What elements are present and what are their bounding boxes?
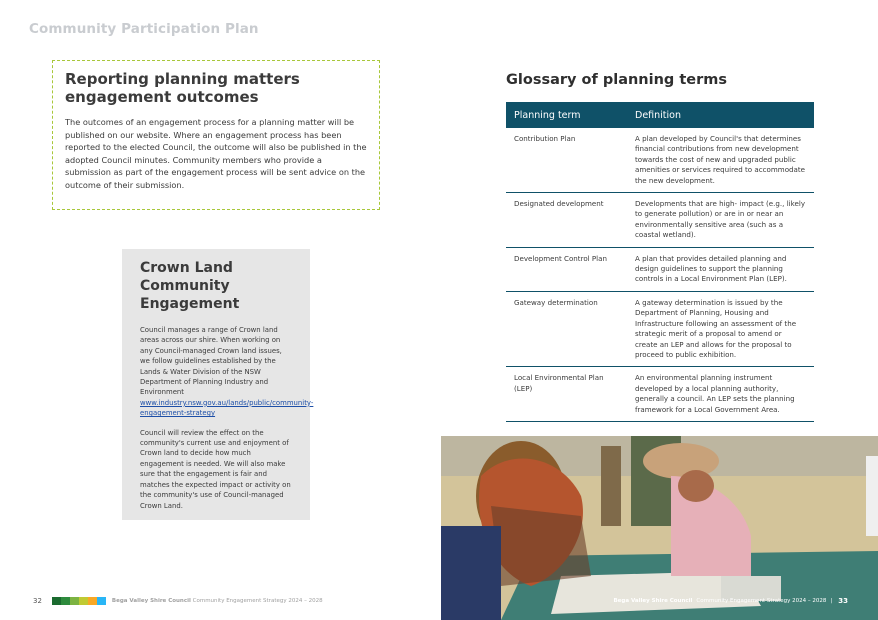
term-cell: Designated development <box>506 193 627 248</box>
crown-land-paragraph-2: Council will review the effect on the community's current use and enjoyment of Crown land to decide how much engagement is needed. We will also make sure that the engagement is fair and matches the expected impact or activity on the community's use of Council-managed Crown Land. <box>140 428 291 510</box>
definition-cell: A gateway determination is issued by the Department of Planning, Housing and Infrastructure following an assessment of the strategic merit of a proposal to amend or create an LEP and allows for the proposal to proceed to public exhibition. <box>627 291 814 366</box>
column-header-definition: Definition <box>627 102 814 128</box>
table-row <box>506 128 814 193</box>
term-cell: Gateway determination <box>506 291 627 366</box>
definition-cell: A plan developed by Council's that determines financial contributions from new development towards the cost of new and upgraded public amenities or services required to accommodate the new development. <box>627 128 814 193</box>
term-cell: Development Control Plan <box>506 247 627 291</box>
term-cell: Local Environmental Plan (LEP) <box>506 367 627 422</box>
footer-council-name: Bega Valley Shire Council <box>111 598 191 604</box>
outcomes-heading: Reporting planning matters engagement outcomes <box>65 70 300 106</box>
definition-cell: A plan that provides detailed planning and design guidelines to support the planning controls in a Local Environment Plan (LEP). <box>627 247 814 291</box>
table-row <box>506 193 814 248</box>
footer-text-left <box>112 598 323 604</box>
footer-right <box>613 597 848 605</box>
color-swatch <box>88 597 97 605</box>
document-title: Community Participation Plan <box>29 21 259 37</box>
brand-color-bar <box>52 597 106 605</box>
community-consultation-photo <box>441 436 878 620</box>
color-swatch <box>61 597 70 605</box>
table-row <box>506 247 814 291</box>
crown-land-paragraph-1 <box>140 325 314 419</box>
crown-land-text: Council manages a range of Crown land areas across our shire. When working on any Council-managed Crown land issues, we follow guidelines established by the Lands & Water Division of the NSW Department of Planning Industry and Environment <box>140 326 282 397</box>
color-swatch <box>97 597 106 605</box>
crown-land-heading: Crown Land Community Engagement <box>140 260 240 312</box>
outcomes-body: The outcomes of an engagement process for a planning matter will be published on our website. Where an engagement process has been reported to the elected Council, the outcome will also be published in the adopted Council minutes. Community members who provide a submission as part of the engagement process will be sent advice on the outcome of their submission. <box>65 117 367 190</box>
column-header-term: Planning term <box>506 102 627 128</box>
page-number-right: 33 <box>838 597 848 605</box>
table-row <box>506 291 814 366</box>
color-swatch <box>79 597 88 605</box>
glossary-header-row <box>506 102 814 128</box>
footer-separator: | <box>830 598 833 604</box>
glossary-table <box>506 102 814 422</box>
term-cell: Contribution Plan <box>506 128 627 193</box>
photo-illustration <box>441 436 878 620</box>
crown-land-link[interactable]: www.industry.nsw.gov.au/lands/public/community-engagement-strategy <box>140 398 314 418</box>
table-row <box>506 367 814 422</box>
outcomes-callout <box>52 60 380 210</box>
definition-cell: An environmental planning instrument developed by a local planning authority, generally a council. An LEP sets the planning framework for a Local Government Area. <box>627 367 814 422</box>
page-number-left: 32 <box>33 597 42 605</box>
definition-cell: Developments that are high- impact (e.g., likely to generate pollution) or are in or near an environmentally sensitive area (such as a coastal wetland). <box>627 193 814 248</box>
color-swatch <box>52 597 61 605</box>
color-swatch <box>70 597 79 605</box>
footer-doc-name: Community Engagement Strategy 2024 – 2028 <box>192 598 323 604</box>
footer-council-name-right: Bega Valley Shire Council <box>613 598 693 604</box>
crown-land-panel <box>122 249 314 520</box>
footer-left <box>33 597 323 605</box>
footer-doc-name-right: Community Engagement Strategy 2024 – 2028 <box>696 598 827 604</box>
glossary-title: Glossary of planning terms <box>506 72 728 88</box>
